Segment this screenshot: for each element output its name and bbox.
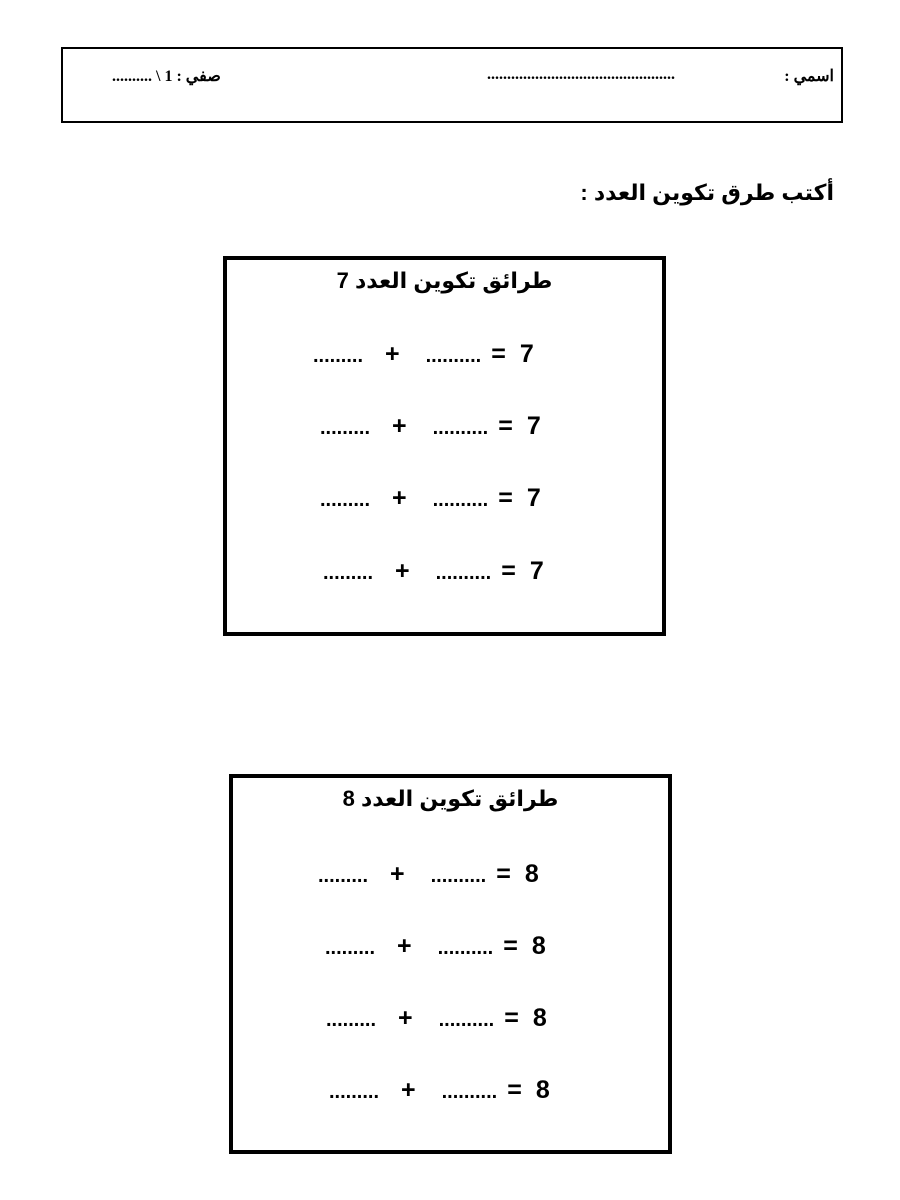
equals-sign: =	[507, 1076, 522, 1104]
addend-blank[interactable]: ..........	[435, 562, 492, 584]
addend-blank[interactable]: ..........	[441, 1081, 498, 1103]
target-number: 8	[535, 1076, 550, 1104]
equation-row	[318, 860, 539, 889]
addend-blank[interactable]: ..........	[425, 345, 482, 367]
plus-sign: +	[385, 340, 400, 368]
addend-blank[interactable]: ..........	[430, 865, 487, 887]
target-number: 7	[526, 484, 541, 512]
addend-blank[interactable]: ..........	[432, 417, 489, 439]
addend-blank[interactable]: .........	[313, 345, 364, 367]
equals-sign: =	[498, 484, 513, 512]
addend-blank[interactable]: .........	[323, 562, 374, 584]
target-number: 8	[524, 860, 539, 888]
equation-row	[320, 484, 541, 513]
plus-sign: +	[392, 484, 407, 512]
addend-blank[interactable]: ..........	[438, 1009, 495, 1031]
addend-blank[interactable]: ..........	[437, 937, 494, 959]
name-label: اسمي :	[784, 68, 834, 85]
addend-blank[interactable]: .........	[326, 1009, 377, 1031]
addend-blank[interactable]: .........	[329, 1081, 380, 1103]
addend-blank[interactable]: .........	[318, 865, 369, 887]
equals-sign: =	[496, 860, 511, 888]
equation-row	[329, 1076, 550, 1105]
plus-sign: +	[397, 932, 412, 960]
plus-sign: +	[390, 860, 405, 888]
addend-blank[interactable]: .........	[325, 937, 376, 959]
target-number: 7	[519, 340, 534, 368]
equals-sign: =	[503, 932, 518, 960]
equation-row	[320, 412, 541, 441]
addend-blank[interactable]: .........	[320, 417, 371, 439]
class-field[interactable]: صفي : 1 \ ..........	[112, 68, 221, 85]
name-field[interactable]: ...............................................	[487, 66, 675, 83]
equation-row	[313, 340, 534, 369]
equation-row	[323, 557, 544, 586]
target-number: 8	[531, 932, 546, 960]
plus-sign: +	[398, 1004, 413, 1032]
plus-sign: +	[392, 412, 407, 440]
plus-sign: +	[401, 1076, 416, 1104]
addend-blank[interactable]: .........	[320, 489, 371, 511]
equals-sign: =	[504, 1004, 519, 1032]
equation-row	[325, 932, 546, 961]
target-number: 7	[526, 412, 541, 440]
plus-sign: +	[395, 557, 410, 585]
box-title: طرائق تكوين العدد 7	[336, 268, 553, 293]
target-number: 8	[532, 1004, 547, 1032]
box-title: طرائق تكوين العدد 8	[342, 786, 559, 811]
target-number: 7	[529, 557, 544, 585]
equals-sign: =	[498, 412, 513, 440]
instruction-heading: أكتب طرق تكوين العدد :	[580, 180, 834, 205]
equals-sign: =	[491, 340, 506, 368]
equals-sign: =	[501, 557, 516, 585]
addend-blank[interactable]: ..........	[432, 489, 489, 511]
equation-row	[326, 1004, 547, 1033]
